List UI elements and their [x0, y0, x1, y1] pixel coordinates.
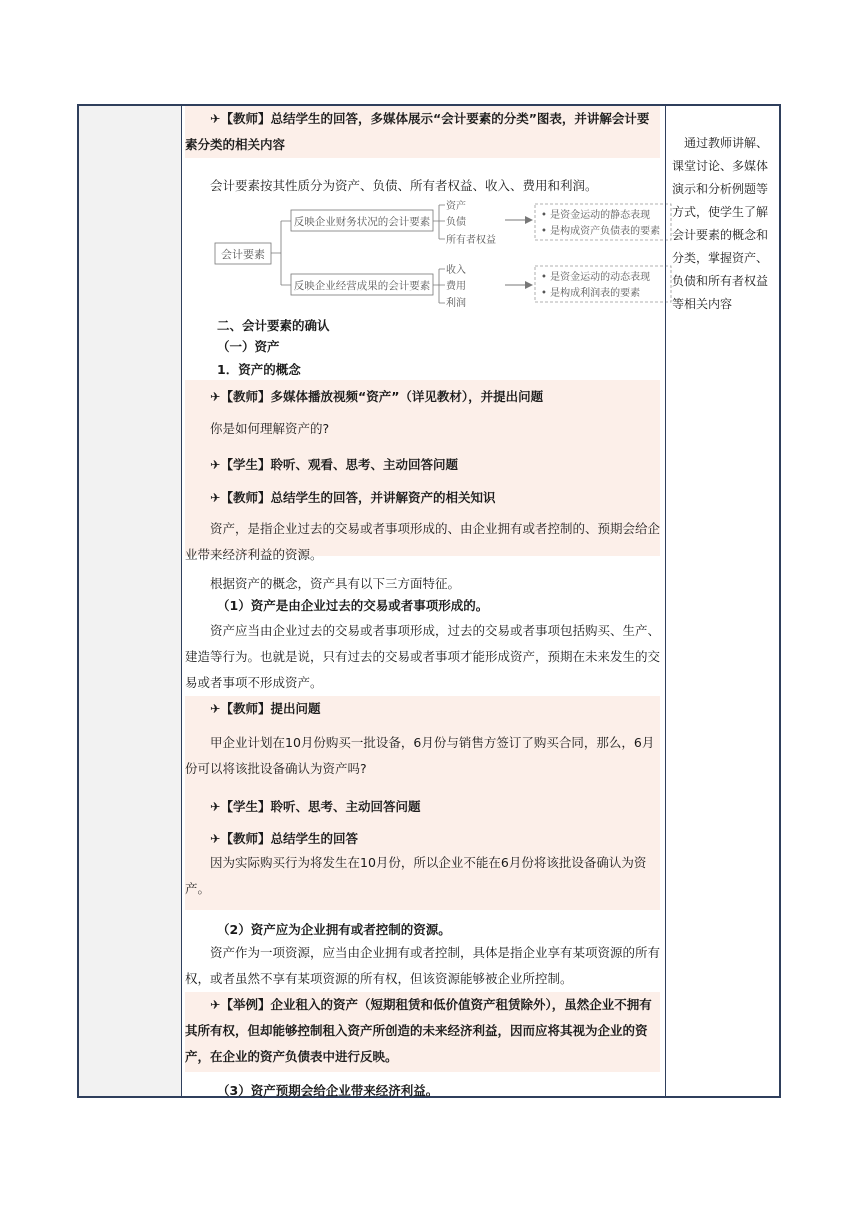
concept-heading: 1．资产的概念 — [217, 362, 301, 377]
diagram-note1-line1: • 是资金运动的静态表现 — [541, 210, 651, 221]
diagram-item-expenses: 费用 — [446, 281, 466, 292]
student-response-line-2: ✈【学生】聆听、思考、主动回答问题 — [210, 799, 421, 814]
feature-3-heading: （3）资产预期会给企业带来经济利益。 — [217, 1083, 439, 1098]
example-question: 甲企业计划在10月份购买一批设备，6月份与销售方签订了购买合同，那么，6月份可以将该批设备确认为资产吗? — [185, 735, 655, 776]
asset-features-intro: 根据资产的概念，资产具有以下三方面特征。 — [210, 576, 461, 591]
element-classification-text: 会计要素按其性质分为资产、负债、所有者权益、收入、费用和利润。 — [210, 178, 598, 193]
element-classification-diagram — [215, 201, 661, 309]
teacher-summary-paragraph: ✈【教师】总结学生的回答，多媒体展示“会计要素的分类”图表，并讲解会计要素分类的相关内容 — [185, 106, 660, 158]
example-answer: 因为实际购买行为将发生在10月份，所以企业不能在6月份将该批设备确认为资产。 — [185, 855, 647, 896]
diagram-root-label: 会计要素 — [221, 248, 265, 261]
diagram-group1-label: 反映企业财务状况的会计要素 — [293, 216, 431, 228]
subsection-heading: （一）资产 — [217, 339, 280, 354]
left-column — [79, 106, 182, 1096]
teaching-method-note: 通过教师讲解、课堂讨论、多媒体演示和分析例题等方式，使学生了解会计要素的概念和分类，掌握资产、负债和所有者权益等相关内容 — [672, 136, 769, 311]
teacher-summary-line: ✈【教师】总结学生的回答，并讲解资产的相关知识 — [210, 490, 496, 505]
diagram-group2-label: 反映企业经营成果的会计要素 — [293, 280, 431, 292]
student-response-line: ✈【学生】聆听、观看、思考、主动回答问题 — [210, 457, 458, 472]
feature-2-heading: （2）资产应为企业拥有或者控制的资源。 — [217, 922, 451, 937]
teacher-video-line: ✈【教师】多媒体播放视频“资产”（详见教材），并提出问题 — [210, 389, 544, 404]
diagram-item-revenue: 收入 — [446, 265, 466, 276]
diagram-item-liabilities: 负债 — [446, 217, 466, 228]
question-line: 你是如何理解资产的? — [210, 421, 330, 436]
feature-1-text: 资产应当由企业过去的交易或者事项形成，过去的交易或者事项包括购买、生产、建造等行为。也就是说，只有过去的交易或者事项才能形成资产，预期在未来发生的交易或者事项不形成资产。 — [185, 623, 661, 690]
diagram-note2-line2: • 是构成利润表的要素 — [541, 288, 641, 299]
teacher-question-line: ✈【教师】提出问题 — [210, 701, 321, 716]
section-heading: 二、会计要素的确认 — [217, 318, 330, 333]
diagram-item-profit: 利润 — [446, 298, 466, 309]
diagram-item-equity: 所有者权益 — [446, 235, 496, 246]
feature-1-heading: （1）资产是由企业过去的交易或者事项形成的。 — [217, 598, 489, 613]
diagram-item-assets: 资产 — [446, 201, 466, 212]
diagram-note1-line2: • 是构成资产负债表的要素 — [541, 226, 661, 237]
example-block: ✈【举例】企业租入的资产（短期租赁和低价值资产租赁除外），虽然企业不拥有其所有权，但却能够控制租入资产所创造的未来经济利益，因而应将其视为企业的资产，在企业的资产负债表中进行反映。 — [185, 992, 660, 1072]
notes-column — [665, 106, 779, 1096]
feature-2-text: 资产作为一项资源，应当由企业拥有或者控制，具体是指企业享有某项资源的所有权，或者虽然不享有某项资源的所有权，但该资源能够被企业所控制。 — [185, 945, 661, 986]
teacher-summary-line-2: ✈【教师】总结学生的回答 — [210, 831, 358, 846]
example-discussion-block — [185, 696, 660, 910]
lesson-table — [77, 104, 781, 1098]
diagram-note2-line1: • 是资金运动的动态表现 — [541, 272, 651, 283]
asset-definition: 资产，是指企业过去的交易或者事项形成的、由企业拥有或者控制的、预期会给企业带来经济利益的资源。 — [185, 521, 661, 562]
